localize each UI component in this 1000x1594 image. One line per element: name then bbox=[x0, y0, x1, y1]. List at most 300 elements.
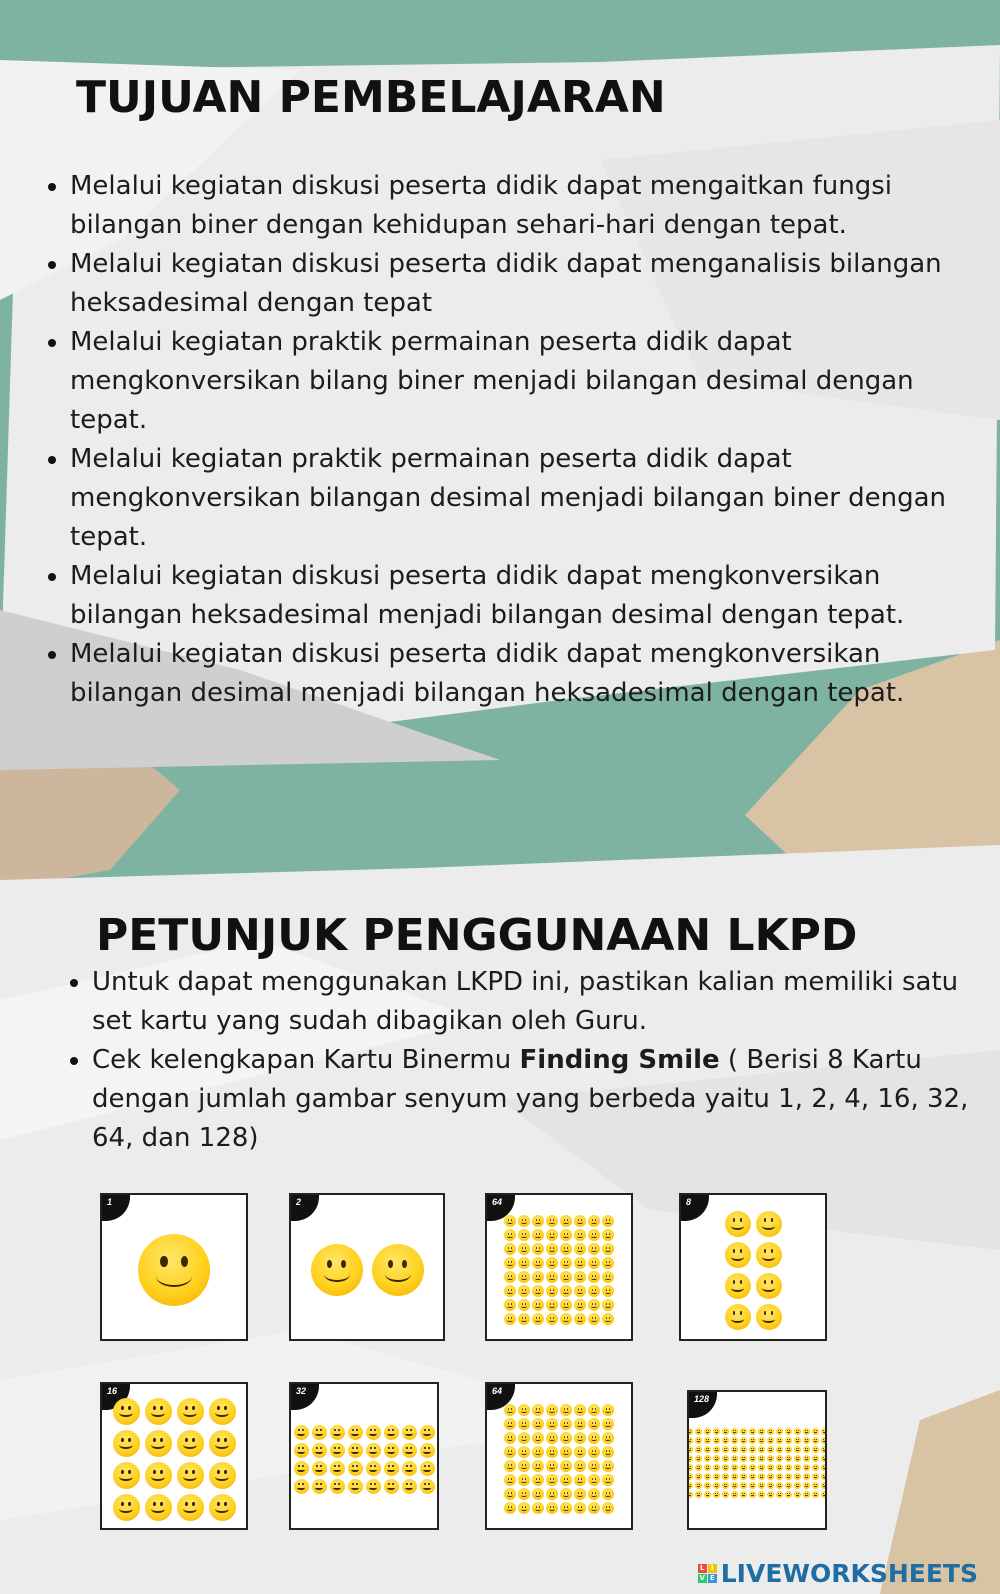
smiley-face-icon bbox=[504, 1285, 516, 1297]
smiley-face-icon bbox=[713, 1464, 720, 1471]
instruction-text: Cek kelengkapan Kartu Binermu bbox=[92, 1045, 520, 1075]
smiley-face-icon bbox=[402, 1425, 417, 1440]
smiley-face-icon bbox=[731, 1473, 738, 1480]
smiley-face-icon bbox=[546, 1502, 558, 1514]
smiley-face-icon bbox=[532, 1313, 544, 1325]
smiley-face-icon bbox=[725, 1242, 751, 1268]
smiley-face-icon bbox=[722, 1473, 729, 1480]
watermark-text: LIVEWORKSHEETS bbox=[720, 1559, 978, 1588]
smiley-face-icon bbox=[785, 1482, 792, 1489]
liveworksheets-logo[interactable] bbox=[698, 1559, 978, 1588]
smiley-face-icon bbox=[145, 1398, 172, 1425]
smiley-face-icon bbox=[518, 1474, 530, 1486]
smiley-face-icon bbox=[113, 1494, 140, 1521]
smiley-face-icon bbox=[687, 1491, 693, 1498]
smiley-face-icon bbox=[740, 1482, 747, 1489]
smiley-face-icon bbox=[560, 1271, 572, 1283]
smiley-face-icon bbox=[532, 1488, 544, 1500]
smiley-face-icon bbox=[574, 1432, 586, 1444]
instruction-text: ( Berisi 8 Kartu dengan jumlah gambar senyum yang berbeda yaitu 1, 2, 4, 16, 32, 64, dan 128) bbox=[92, 1045, 969, 1153]
smiley-face-icon bbox=[518, 1299, 530, 1311]
smiley-face-icon bbox=[504, 1299, 516, 1311]
smiley-face-icon bbox=[758, 1455, 765, 1462]
smiley-face-icon bbox=[602, 1313, 614, 1325]
smiley-face-icon bbox=[803, 1455, 810, 1462]
smiley-face-icon bbox=[749, 1437, 756, 1444]
smiley-face-icon bbox=[758, 1437, 765, 1444]
smiley-face-icon bbox=[803, 1464, 810, 1471]
smiley-face-icon bbox=[294, 1461, 309, 1476]
smiley-face-icon bbox=[574, 1474, 586, 1486]
smiley-face-icon bbox=[588, 1432, 600, 1444]
smiley-face-icon bbox=[574, 1404, 586, 1416]
smiley-face-icon bbox=[560, 1313, 572, 1325]
smiley-face-icon bbox=[546, 1257, 558, 1269]
smiley-face-icon bbox=[504, 1313, 516, 1325]
smiley-face-icon bbox=[776, 1482, 783, 1489]
list-item: Melalui kegiatan praktik permainan peserta didik dapat mengkonversikan bilang biner menjadi bilangan desimal dengan tepat. bbox=[70, 323, 950, 440]
smiley-face-icon bbox=[588, 1460, 600, 1472]
smiley-face-icon bbox=[704, 1491, 711, 1498]
smiley-face-icon bbox=[749, 1473, 756, 1480]
smiley-face-icon bbox=[532, 1271, 544, 1283]
smiley-face-icon bbox=[546, 1474, 558, 1486]
smiley-face-icon bbox=[687, 1464, 693, 1471]
liveworksheets-logo-icon: L I V E bbox=[698, 1564, 717, 1583]
smiley-face-icon bbox=[546, 1271, 558, 1283]
smiley-face-icon bbox=[776, 1455, 783, 1462]
smiley-face-icon bbox=[546, 1215, 558, 1227]
smiley-face-icon bbox=[704, 1473, 711, 1480]
smiley-face-icon bbox=[518, 1271, 530, 1283]
smiley-face-icon bbox=[767, 1464, 774, 1471]
smiley-grid bbox=[487, 1201, 631, 1339]
smiley-face-icon bbox=[722, 1482, 729, 1489]
smiley-face-icon bbox=[384, 1425, 399, 1440]
smiley-face-icon bbox=[713, 1473, 720, 1480]
section-title-lkpd-instructions: PETUNJUK PENGGUNAAN LKPD bbox=[96, 910, 858, 961]
smiley-face-icon bbox=[785, 1455, 792, 1462]
card-number-label: 64 bbox=[485, 1193, 515, 1221]
smiley-face-icon bbox=[695, 1482, 702, 1489]
smile-card bbox=[485, 1193, 633, 1341]
smiley-grid bbox=[102, 1201, 246, 1339]
smiley-face-icon bbox=[560, 1243, 572, 1255]
smiley-face-icon bbox=[740, 1464, 747, 1471]
smiley-face-icon bbox=[384, 1461, 399, 1476]
smiley-face-icon bbox=[504, 1243, 516, 1255]
smiley-face-icon bbox=[518, 1313, 530, 1325]
smiley-face-icon bbox=[504, 1474, 516, 1486]
smiley-grid bbox=[291, 1201, 443, 1339]
smiley-face-icon bbox=[776, 1446, 783, 1453]
smiley-face-icon bbox=[749, 1482, 756, 1489]
smiley-face-icon bbox=[749, 1491, 756, 1498]
smiley-face-icon bbox=[560, 1229, 572, 1241]
smiley-face-icon bbox=[812, 1464, 819, 1471]
smiley-face-icon bbox=[602, 1215, 614, 1227]
smiley-face-icon bbox=[695, 1446, 702, 1453]
smiley-face-icon bbox=[588, 1418, 600, 1430]
smiley-face-icon bbox=[177, 1430, 204, 1457]
smiley-face-icon bbox=[812, 1446, 819, 1453]
smiley-face-icon bbox=[177, 1494, 204, 1521]
smiley-face-icon bbox=[504, 1229, 516, 1241]
smiley-face-icon bbox=[588, 1488, 600, 1500]
smiley-face-icon bbox=[749, 1446, 756, 1453]
smiley-face-icon bbox=[504, 1257, 516, 1269]
smiley-face-icon bbox=[384, 1443, 399, 1458]
smiley-face-icon bbox=[518, 1460, 530, 1472]
smiley-face-icon bbox=[402, 1443, 417, 1458]
smiley-face-icon bbox=[546, 1404, 558, 1416]
smiley-face-icon bbox=[722, 1464, 729, 1471]
smiley-face-icon bbox=[348, 1461, 363, 1476]
smiley-face-icon bbox=[588, 1446, 600, 1458]
smiley-face-icon bbox=[776, 1437, 783, 1444]
smiley-face-icon bbox=[758, 1428, 765, 1435]
smiley-face-icon bbox=[740, 1446, 747, 1453]
smiley-face-icon bbox=[588, 1474, 600, 1486]
smiley-face-icon bbox=[574, 1257, 586, 1269]
smiley-face-icon bbox=[518, 1502, 530, 1514]
smiley-face-icon bbox=[749, 1464, 756, 1471]
smiley-face-icon bbox=[209, 1430, 236, 1457]
smiley-face-icon bbox=[722, 1446, 729, 1453]
smiley-face-icon bbox=[695, 1428, 702, 1435]
smiley-face-icon bbox=[294, 1479, 309, 1494]
smiley-face-icon bbox=[756, 1211, 782, 1237]
smiley-face-icon bbox=[402, 1479, 417, 1494]
smiley-face-icon bbox=[546, 1299, 558, 1311]
smiley-face-icon bbox=[574, 1446, 586, 1458]
smiley-face-icon bbox=[574, 1285, 586, 1297]
smiley-face-icon bbox=[560, 1215, 572, 1227]
smiley-face-icon bbox=[330, 1425, 345, 1440]
smiley-face-icon bbox=[560, 1488, 572, 1500]
smile-card bbox=[100, 1193, 248, 1341]
smiley-face-icon bbox=[518, 1418, 530, 1430]
smiley-face-icon bbox=[602, 1474, 614, 1486]
smiley-face-icon bbox=[588, 1215, 600, 1227]
smiley-face-icon bbox=[785, 1437, 792, 1444]
smiley-face-icon bbox=[113, 1430, 140, 1457]
smiley-face-icon bbox=[794, 1491, 801, 1498]
smiley-face-icon bbox=[713, 1446, 720, 1453]
smiley-face-icon bbox=[767, 1473, 774, 1480]
smiley-face-icon bbox=[504, 1404, 516, 1416]
smile-card bbox=[289, 1193, 445, 1341]
smiley-face-icon bbox=[821, 1464, 827, 1471]
smiley-face-icon bbox=[546, 1229, 558, 1241]
smiley-grid bbox=[291, 1390, 437, 1528]
smiley-face-icon bbox=[704, 1482, 711, 1489]
smiley-face-icon bbox=[821, 1446, 827, 1453]
smiley-face-icon bbox=[695, 1437, 702, 1444]
smiley-face-icon bbox=[560, 1446, 572, 1458]
smiley-face-icon bbox=[420, 1443, 435, 1458]
smiley-face-icon bbox=[767, 1455, 774, 1462]
card-number-label: 32 bbox=[289, 1382, 319, 1410]
smiley-face-icon bbox=[602, 1446, 614, 1458]
smiley-grid bbox=[487, 1390, 631, 1528]
smiley-face-icon bbox=[602, 1418, 614, 1430]
smiley-face-icon bbox=[504, 1215, 516, 1227]
smiley-face-icon bbox=[687, 1446, 693, 1453]
learning-objectives-list bbox=[70, 167, 950, 713]
smiley-face-icon bbox=[588, 1313, 600, 1325]
smiley-face-icon bbox=[209, 1494, 236, 1521]
smiley-face-icon bbox=[794, 1464, 801, 1471]
smiley-face-icon bbox=[731, 1446, 738, 1453]
smiley-face-icon bbox=[560, 1257, 572, 1269]
smiley-face-icon bbox=[588, 1243, 600, 1255]
smiley-face-icon bbox=[758, 1464, 765, 1471]
smiley-face-icon bbox=[504, 1271, 516, 1283]
smiley-face-icon bbox=[758, 1473, 765, 1480]
smiley-face-icon bbox=[713, 1482, 720, 1489]
smiley-face-icon bbox=[330, 1479, 345, 1494]
smiley-face-icon bbox=[722, 1455, 729, 1462]
smiley-face-icon bbox=[602, 1271, 614, 1283]
smiley-face-icon bbox=[209, 1462, 236, 1489]
smiley-face-icon bbox=[785, 1464, 792, 1471]
smiley-face-icon bbox=[687, 1428, 693, 1435]
smiley-face-icon bbox=[504, 1446, 516, 1458]
smiley-face-icon bbox=[532, 1257, 544, 1269]
smiley-face-icon bbox=[504, 1460, 516, 1472]
smiley-face-icon bbox=[776, 1473, 783, 1480]
smile-card bbox=[687, 1390, 827, 1530]
smiley-face-icon bbox=[803, 1428, 810, 1435]
smile-card bbox=[679, 1193, 827, 1341]
smiley-face-icon bbox=[776, 1491, 783, 1498]
smiley-face-icon bbox=[602, 1488, 614, 1500]
smiley-face-icon bbox=[588, 1271, 600, 1283]
smiley-face-icon bbox=[731, 1482, 738, 1489]
smiley-face-icon bbox=[518, 1432, 530, 1444]
smiley-face-icon bbox=[776, 1464, 783, 1471]
smiley-face-icon bbox=[560, 1418, 572, 1430]
smiley-face-icon bbox=[138, 1234, 210, 1306]
smiley-face-icon bbox=[767, 1428, 774, 1435]
smiley-face-icon bbox=[740, 1491, 747, 1498]
smiley-grid bbox=[102, 1390, 246, 1528]
smiley-face-icon bbox=[560, 1460, 572, 1472]
smiley-face-icon bbox=[518, 1446, 530, 1458]
smiley-face-icon bbox=[312, 1461, 327, 1476]
smiley-face-icon bbox=[209, 1398, 236, 1425]
smiley-face-icon bbox=[518, 1215, 530, 1227]
smiley-face-icon bbox=[812, 1473, 819, 1480]
smiley-face-icon bbox=[740, 1428, 747, 1435]
smiley-face-icon bbox=[602, 1299, 614, 1311]
smiley-face-icon bbox=[518, 1243, 530, 1255]
smiley-face-icon bbox=[722, 1428, 729, 1435]
smiley-face-icon bbox=[767, 1437, 774, 1444]
smiley-face-icon bbox=[560, 1432, 572, 1444]
smiley-face-icon bbox=[574, 1229, 586, 1241]
smiley-face-icon bbox=[532, 1215, 544, 1227]
smiley-face-icon bbox=[767, 1446, 774, 1453]
smiley-face-icon bbox=[504, 1488, 516, 1500]
smiley-face-icon bbox=[532, 1446, 544, 1458]
smile-card bbox=[100, 1382, 248, 1530]
list-item bbox=[92, 1041, 972, 1158]
smiley-face-icon bbox=[749, 1428, 756, 1435]
smiley-face-icon bbox=[330, 1443, 345, 1458]
smiley-face-icon bbox=[758, 1491, 765, 1498]
smiley-face-icon bbox=[794, 1482, 801, 1489]
smiley-face-icon bbox=[574, 1215, 586, 1227]
smiley-face-icon bbox=[821, 1482, 827, 1489]
smiley-face-icon bbox=[546, 1285, 558, 1297]
smiley-face-icon bbox=[113, 1462, 140, 1489]
smiley-face-icon bbox=[821, 1455, 827, 1462]
smiley-face-icon bbox=[725, 1304, 751, 1330]
smiley-face-icon bbox=[588, 1229, 600, 1241]
smiley-face-icon bbox=[713, 1437, 720, 1444]
smiley-face-icon bbox=[756, 1242, 782, 1268]
smiley-face-icon bbox=[713, 1428, 720, 1435]
smiley-face-icon bbox=[687, 1455, 693, 1462]
section-title-learning-objectives: TUJUAN PEMBELAJARAN bbox=[76, 72, 666, 123]
smiley-face-icon bbox=[560, 1404, 572, 1416]
smiley-face-icon bbox=[574, 1418, 586, 1430]
smiley-face-icon bbox=[532, 1432, 544, 1444]
smiley-face-icon bbox=[687, 1473, 693, 1480]
list-item: Melalui kegiatan diskusi peserta didik dapat menganalisis bilangan heksadesimal dengan tepat bbox=[70, 245, 950, 323]
smiley-face-icon bbox=[794, 1437, 801, 1444]
smiley-face-icon bbox=[722, 1437, 729, 1444]
smiley-face-icon bbox=[145, 1430, 172, 1457]
smiley-face-icon bbox=[821, 1491, 827, 1498]
smiley-face-icon bbox=[602, 1257, 614, 1269]
smile-card bbox=[289, 1382, 439, 1530]
smiley-face-icon bbox=[518, 1285, 530, 1297]
list-item: Melalui kegiatan praktik permainan peserta didik dapat mengkonversikan bilangan desimal menjadi bilangan biner dengan tepat. bbox=[70, 440, 950, 557]
smiley-face-icon bbox=[177, 1398, 204, 1425]
smiley-face-icon bbox=[546, 1488, 558, 1500]
smiley-face-icon bbox=[420, 1425, 435, 1440]
smiley-face-icon bbox=[588, 1502, 600, 1514]
smiley-face-icon bbox=[725, 1273, 751, 1299]
smiley-face-icon bbox=[794, 1446, 801, 1453]
smiley-face-icon bbox=[704, 1455, 711, 1462]
smiley-face-icon bbox=[311, 1244, 363, 1296]
smiley-face-icon bbox=[574, 1488, 586, 1500]
smiley-face-icon bbox=[812, 1437, 819, 1444]
smiley-face-icon bbox=[504, 1432, 516, 1444]
smiley-face-icon bbox=[803, 1437, 810, 1444]
smiley-face-icon bbox=[722, 1491, 729, 1498]
smiley-face-icon bbox=[420, 1479, 435, 1494]
smiley-face-icon bbox=[725, 1211, 751, 1237]
smiley-face-icon bbox=[602, 1432, 614, 1444]
smiley-face-icon bbox=[366, 1425, 381, 1440]
smiley-face-icon bbox=[312, 1425, 327, 1440]
smiley-face-icon bbox=[330, 1461, 345, 1476]
smiley-face-icon bbox=[812, 1482, 819, 1489]
smiley-face-icon bbox=[803, 1446, 810, 1453]
smiley-face-icon bbox=[518, 1404, 530, 1416]
smiley-face-icon bbox=[145, 1462, 172, 1489]
smiley-face-icon bbox=[731, 1455, 738, 1462]
smiley-face-icon bbox=[785, 1491, 792, 1498]
smiley-face-icon bbox=[756, 1273, 782, 1299]
smiley-face-icon bbox=[504, 1418, 516, 1430]
smiley-face-icon bbox=[731, 1491, 738, 1498]
list-item: Melalui kegiatan diskusi peserta didik dapat mengaitkan fungsi bilangan biner dengan kehidupan sehari-hari dengan tepat. bbox=[70, 167, 950, 245]
smiley-face-icon bbox=[532, 1404, 544, 1416]
card-number-label: 1 bbox=[100, 1193, 130, 1221]
game-name: Finding Smile bbox=[519, 1045, 720, 1075]
smiley-face-icon bbox=[785, 1428, 792, 1435]
smiley-face-icon bbox=[366, 1479, 381, 1494]
smiley-face-icon bbox=[518, 1257, 530, 1269]
smiley-face-icon bbox=[384, 1479, 399, 1494]
smiley-face-icon bbox=[695, 1464, 702, 1471]
list-item: Melalui kegiatan diskusi peserta didik dapat mengkonversikan bilangan desimal menjadi bilangan heksadesimal dengan tepat. bbox=[70, 635, 950, 713]
smiley-face-icon bbox=[546, 1418, 558, 1430]
smiley-face-icon bbox=[731, 1464, 738, 1471]
list-item: Melalui kegiatan diskusi peserta didik dapat mengkonversikan bilangan heksadesimal menjadi bilangan desimal dengan tepat. bbox=[70, 557, 950, 635]
smiley-face-icon bbox=[602, 1404, 614, 1416]
smiley-face-icon bbox=[812, 1455, 819, 1462]
smiley-face-icon bbox=[794, 1473, 801, 1480]
smiley-face-icon bbox=[532, 1502, 544, 1514]
smiley-face-icon bbox=[574, 1460, 586, 1472]
smiley-face-icon bbox=[756, 1304, 782, 1330]
smiley-face-icon bbox=[704, 1464, 711, 1471]
smiley-grid bbox=[681, 1201, 825, 1339]
smiley-face-icon bbox=[602, 1229, 614, 1241]
smile-card bbox=[485, 1382, 633, 1530]
smiley-face-icon bbox=[518, 1488, 530, 1500]
smiley-face-icon bbox=[695, 1491, 702, 1498]
smiley-face-icon bbox=[821, 1428, 827, 1435]
smiley-face-icon bbox=[113, 1398, 140, 1425]
smiley-face-icon bbox=[366, 1461, 381, 1476]
smiley-face-icon bbox=[560, 1474, 572, 1486]
smiley-face-icon bbox=[740, 1473, 747, 1480]
smiley-face-icon bbox=[588, 1285, 600, 1297]
smiley-face-icon bbox=[504, 1502, 516, 1514]
smiley-face-icon bbox=[713, 1455, 720, 1462]
smiley-face-icon bbox=[402, 1461, 417, 1476]
smiley-face-icon bbox=[574, 1271, 586, 1283]
smiley-face-icon bbox=[794, 1455, 801, 1462]
smiley-face-icon bbox=[574, 1313, 586, 1325]
smiley-face-icon bbox=[602, 1502, 614, 1514]
smiley-face-icon bbox=[560, 1299, 572, 1311]
smiley-face-icon bbox=[518, 1229, 530, 1241]
smiley-face-icon bbox=[532, 1474, 544, 1486]
smiley-face-icon bbox=[312, 1479, 327, 1494]
smiley-face-icon bbox=[348, 1443, 363, 1458]
smiley-face-icon bbox=[731, 1437, 738, 1444]
smiley-face-icon bbox=[420, 1461, 435, 1476]
smiley-face-icon bbox=[294, 1425, 309, 1440]
smiley-face-icon bbox=[687, 1437, 693, 1444]
smiley-face-icon bbox=[767, 1491, 774, 1498]
smiley-face-icon bbox=[588, 1404, 600, 1416]
smiley-face-icon bbox=[560, 1502, 572, 1514]
card-number-label: 128 bbox=[687, 1390, 717, 1418]
smiley-face-icon bbox=[803, 1491, 810, 1498]
smiley-face-icon bbox=[294, 1443, 309, 1458]
smiley-face-icon bbox=[704, 1446, 711, 1453]
